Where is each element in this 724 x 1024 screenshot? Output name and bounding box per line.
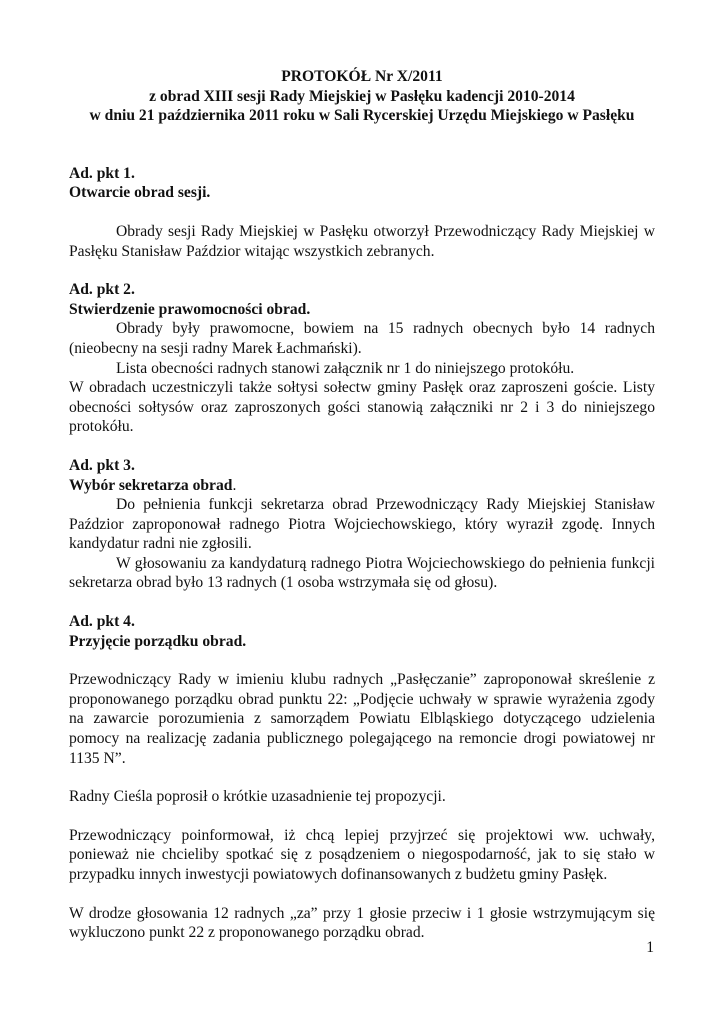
- title-line-3: w dniu 21 października 2011 roku w Sali Rycerskiej Urzędu Miejskiego w Pasłęku: [89, 107, 635, 125]
- section-label: Ad. pkt 4.: [69, 613, 135, 631]
- paragraph: Obrady były prawomocne, bowiem na 15 radnych obecnych było 14 radnych (nieobecny na sesji radny Marek Łachmański).: [69, 320, 655, 357]
- paragraph: Do pełnienia funkcji sekretarza obrad Przewodniczący Rady Miejskiej Stanisław Paździor zaproponował radnego Piotra Wojciechowskiego, który wyraził zgodę. Innych kandydatur radni nie zgłosili.: [69, 496, 655, 553]
- section-title: Stwierdzenie prawomocności obrad.: [69, 300, 311, 318]
- paragraph: Radny Cieśla poprosił o krótkie uzasadnienie tej propozycji.: [69, 788, 446, 806]
- section-pkt-3: [69, 456, 655, 593]
- section-title-suffix: .: [232, 476, 237, 494]
- section-label: Ad. pkt 2.: [69, 281, 135, 299]
- paragraph: W głosowaniu za kandydaturą radnego Piotra Wojciechowskiego do pełnienia funkcji sekretarza obrad było 13 radnych (1 osoba wstrzymała się od głosu).: [69, 554, 655, 592]
- paragraph: Obrady sesji Rady Miejskiej w Pasłęku otworzył Przewodniczący Rady Miejskiej w Pasłęku Stanisław Paździor witając wszystkich zebranych.: [69, 222, 655, 260]
- section-pkt-4: [69, 612, 655, 943]
- page-number: 1: [646, 939, 654, 956]
- section-title: Wybór sekretarza obrad: [69, 476, 233, 494]
- section-label: Ad. pkt 3.: [69, 456, 135, 474]
- paragraph: Przewodniczący poinformował, iż chcą lepiej przyjrzeć się projektowi ww. uchwały, ponieważ nie chcieliby spotkać się z posądzeniem o niegospodarność, jak to się stało w przypadku innych inwestycji powiatowych dofinansowanych z budżetu gminy Pasłęk.: [69, 826, 655, 883]
- section-label: Ad. pkt 1.: [69, 164, 135, 182]
- section-title-line: [69, 476, 655, 496]
- paragraph: Przewodniczący Rady w imieniu klubu radnych „Pasłęczanie” zaproponował skreślenie z proponowanego porządku obrad punktu 22: „Podjęcie uchwały w sprawie wyrażenia zgody na zawarcie porozumienia z samorządem Powiatu Elbląskiego dotyczącego udzielenia pomocy na realizację zadania publicznego polegającego na remoncie drogi powiatowej nr 1135 N”.: [69, 671, 655, 767]
- paragraph: Lista obecności radnych stanowi załącznik nr 1 do niniejszego protokółu.: [116, 359, 575, 377]
- section-title: Otwarcie obrad sesji.: [69, 184, 211, 202]
- paragraph: W obradach uczestniczyli także sołtysi sołectw gminy Pasłęk oraz zaproszeni goście. Listy obecności sołtysów oraz zaproszonych gości stanowią załączniki nr 2 i 3 do niniejszego protokółu.: [69, 379, 655, 436]
- section-pkt-2: [69, 280, 655, 437]
- title-line-1: PROTOKÓŁ Nr X/2011: [281, 68, 443, 85]
- section-pkt-1: [69, 164, 655, 261]
- title-line-2: z obrad XIII sesji Rady Miejskiej w Pasłęku kadencji 2010-2014: [149, 87, 575, 105]
- paragraph: W drodze głosowania 12 radnych „za” przy 1 głosie przeciw i 1 głosie wstrzymującym się wykluczono punkt 22 z proponowanego porządku obrad.: [69, 904, 655, 942]
- section-title: Przyjęcie porządku obrad.: [69, 632, 247, 650]
- document-page: [69, 67, 655, 943]
- document-title: [69, 67, 655, 126]
